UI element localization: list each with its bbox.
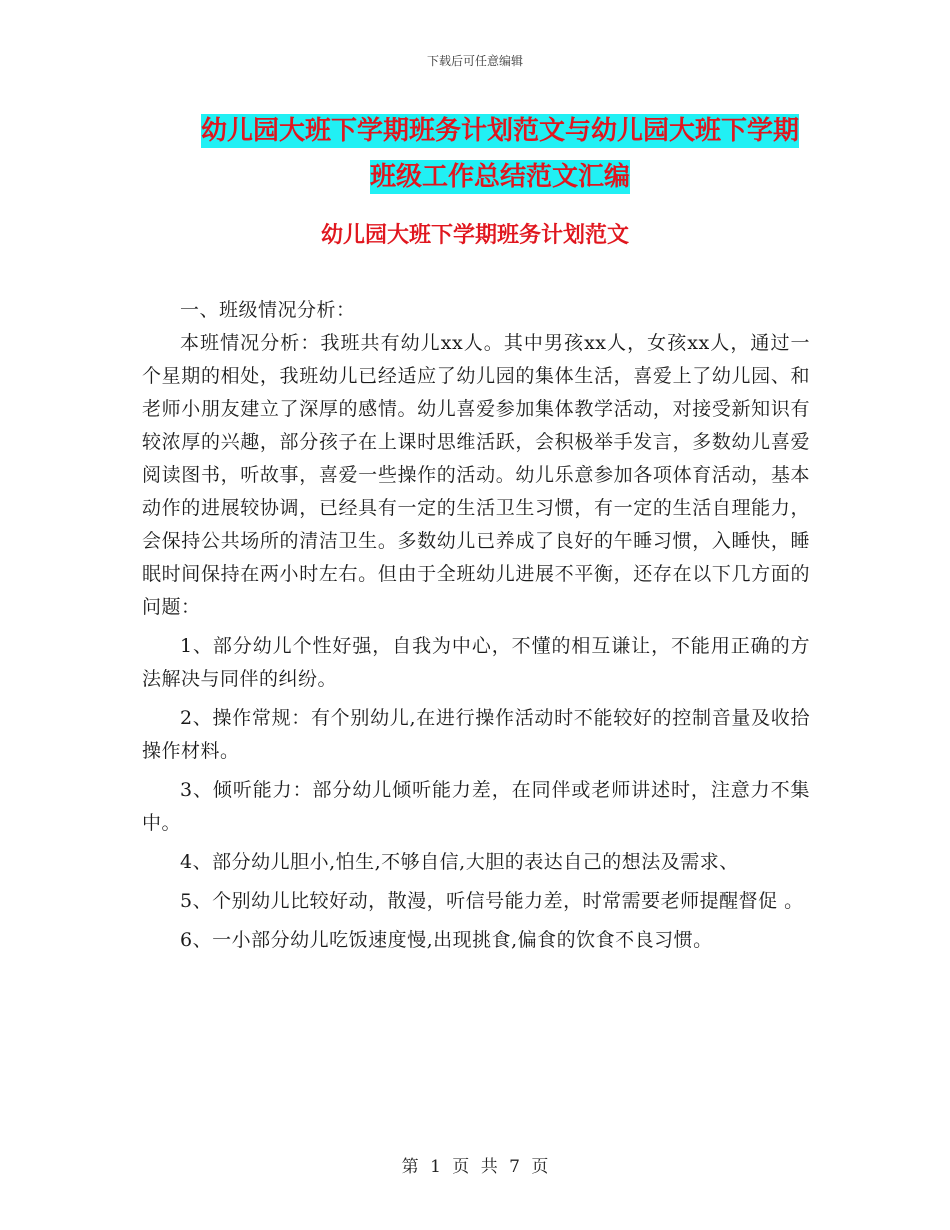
list-item-3: 3、倾听能力：部分幼儿倾听能力差，在同伴或老师讲述时，注意力不集中。 xyxy=(142,779,810,834)
list-item-2: 2、操作常规：有个别幼儿,在进行操作活动时不能较好的控制音量及收拾操作材料。 xyxy=(142,707,810,762)
paragraph-situation: 本班情况分析：我班共有幼儿xx人。其中男孩xx人，女孩xx人，通过一个星期的相处，我班幼儿已经适应了幼儿园的集体生活，喜爱上了幼儿园、和老师小朋友建立了深厚的感情。幼儿喜爱参加集体教学活动，对接受新知识有较浓厚的兴趣，部分孩子在上课时思维活跃，会积极举手发言，多数幼儿喜爱阅读图书，听故事，喜爱一些操作的活动。幼儿乐意参加各项体育活动，基本动作的进展较协调，已经具有一定的生活卫生习惯，有一定的生活自理能力，会保持公共场所的清洁卫生。多数幼儿已养成了良好的午睡习惯，入睡快，睡眠时间保持在两小时左右。但由于全班幼儿进展不平衡，还存在以下几方面的问题： xyxy=(142,332,810,618)
paragraph-heading: 一、班级情况分析： xyxy=(180,299,356,321)
list-item-6: 6、一小部分幼儿吃饭速度慢,出现挑食,偏食的饮食不良习惯。 xyxy=(180,929,713,951)
header-note: 下载后可任意编辑 xyxy=(426,54,523,68)
document-title xyxy=(140,108,860,200)
document-title-line-1: 幼儿园大班下学期班务计划范文与幼儿园大班下学期 xyxy=(200,116,799,146)
list-item-5: 5、个别幼儿比较好动，散漫，听信号能力差，时常需要老师提醒督促 。 xyxy=(180,890,804,912)
document-body xyxy=(142,294,810,963)
page-footer: 第 1 页 共 7 页 xyxy=(401,1157,549,1177)
list-item-1: 1、部分幼儿个性好强，自我为中心，不懂的相互谦让，不能用正确的方法解决与同伴的纠纷。 xyxy=(142,635,810,690)
section-title: 幼儿园大班下学期班务计划范文 xyxy=(320,223,629,248)
document-title-line-2: 班级工作总结范文汇编 xyxy=(369,162,630,192)
list-item-4: 4、部分幼儿胆小,怕生,不够自信,大胆的表达自己的想法及需求、 xyxy=(180,851,739,873)
